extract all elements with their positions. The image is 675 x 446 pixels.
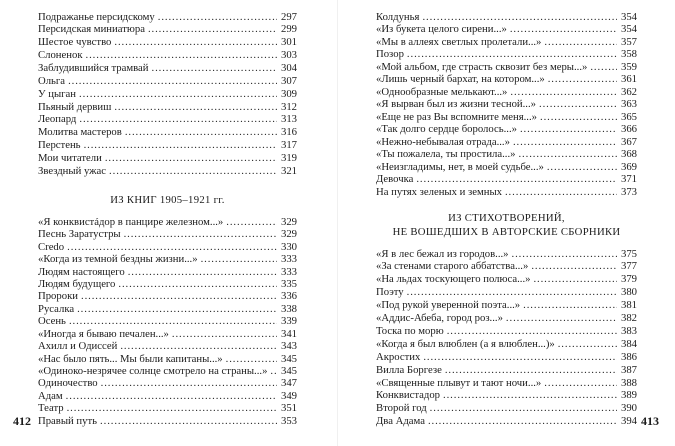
dot-leader <box>114 36 277 49</box>
entry-title: Песнь Заратустры <box>38 228 121 241</box>
dot-leader <box>533 273 617 286</box>
toc-entry <box>376 73 637 86</box>
entry-page-number: 330 <box>280 240 297 253</box>
entry-title: Леопард <box>38 113 77 126</box>
dot-leader <box>66 390 277 402</box>
dot-leader <box>148 23 277 36</box>
entry-title: «Так долго сердце боролось...» <box>376 123 517 136</box>
toc-entry <box>376 312 637 325</box>
entry-page-number: 307 <box>280 74 297 87</box>
toc-entry <box>376 389 637 402</box>
toc-entry <box>38 113 297 126</box>
dot-leader <box>523 299 617 312</box>
entry-page-number: 354 <box>620 10 637 23</box>
toc-entry <box>38 75 297 88</box>
right-page-contents-top <box>376 11 637 199</box>
entry-title: Одиночество <box>38 377 98 390</box>
page-number-left: 412 <box>13 414 31 428</box>
dot-leader <box>506 312 617 325</box>
entry-title: Слоненок <box>38 49 83 62</box>
entry-page-number: 386 <box>620 350 637 363</box>
entry-title: Мои читатели <box>38 151 102 164</box>
toc-entry <box>376 402 637 415</box>
toc-entry <box>376 148 637 161</box>
dot-leader <box>422 11 617 24</box>
entry-title: Позор <box>376 48 404 61</box>
dot-leader <box>79 113 277 126</box>
toc-entry <box>38 390 297 402</box>
entry-page-number: 303 <box>280 49 297 62</box>
entry-title: «Нас было пять... Мы были капитаны...» <box>38 352 223 365</box>
dot-leader <box>547 161 617 174</box>
dot-leader <box>79 88 277 101</box>
entry-title: Шестое чувство <box>38 36 112 49</box>
dot-leader <box>416 173 617 186</box>
dot-leader <box>128 266 277 278</box>
entry-page-number: 309 <box>280 87 297 100</box>
entry-page-number: 333 <box>280 253 297 266</box>
entry-page-number: 384 <box>620 337 637 350</box>
toc-entry <box>38 152 297 165</box>
entry-title: Людям настоящего <box>38 265 125 278</box>
dot-leader <box>114 101 277 114</box>
dot-leader <box>77 303 277 315</box>
entry-title: Колдунья <box>376 10 420 23</box>
entry-title: «Я вырван был из жизни тесной...» <box>376 98 536 111</box>
entry-title: Заблудившийся трамвай <box>38 61 149 74</box>
entry-title: Акростих <box>376 350 421 363</box>
toc-entry <box>38 126 297 139</box>
toc-entry <box>38 377 297 389</box>
entry-title: «Под рукой уверенной поэта...» <box>376 299 521 312</box>
toc-entry <box>38 365 297 377</box>
entry-page-number: 336 <box>280 290 297 303</box>
entry-page-number: 365 <box>620 110 637 123</box>
entry-page-number: 329 <box>280 215 297 228</box>
toc-entry <box>376 123 637 136</box>
toc-entry <box>376 111 637 124</box>
entry-page-number: 362 <box>620 85 637 98</box>
dot-leader <box>510 86 617 99</box>
dot-leader <box>428 415 617 428</box>
entry-page-number: 363 <box>620 98 637 111</box>
toc-entry <box>38 315 297 327</box>
entry-page-number: 335 <box>280 277 297 290</box>
entry-page-number: 387 <box>620 363 637 376</box>
section-heading-books-1905-1921: ИЗ КНИГ 1905–1921 гг. <box>110 194 225 206</box>
toc-entry <box>38 278 297 290</box>
entry-page-number: 381 <box>620 299 637 312</box>
toc-entry <box>376 186 637 199</box>
dot-leader <box>109 165 277 178</box>
left-page-contents-top <box>38 11 297 178</box>
dot-leader <box>69 315 277 327</box>
toc-entry <box>38 415 297 427</box>
section-heading-line: НЕ ВОШЕДШИХ В АВТОРСКИЕ СБОРНИКИ <box>392 226 621 238</box>
dot-leader <box>544 36 617 49</box>
dot-leader <box>447 325 617 338</box>
entry-title: «Лишь черный бархат, на котором...» <box>376 73 545 86</box>
entry-page-number: 369 <box>620 160 637 173</box>
toc-entry <box>38 23 297 36</box>
entry-page-number: 382 <box>620 312 637 325</box>
dot-leader <box>201 253 277 265</box>
left-page-contents-bottom <box>38 216 297 427</box>
dot-leader <box>548 73 617 86</box>
entry-title: «Неизгладимы, нет, в моей судьбе...» <box>376 160 544 173</box>
entry-title: «Ты пожалела, ты простила...» <box>376 148 516 161</box>
toc-entry <box>38 165 297 178</box>
entry-page-number: 345 <box>280 365 297 378</box>
entry-title: Подражанье персидскому <box>38 10 155 23</box>
toc-entry <box>376 48 637 61</box>
toc-entry <box>38 139 297 152</box>
dot-leader <box>67 402 277 414</box>
entry-page-number: 345 <box>280 352 297 365</box>
entry-title: «Когда из темной бездны жизни...» <box>38 253 198 266</box>
dot-leader <box>540 111 617 124</box>
section-heading-line: ИЗ СТИХОТВОРЕНИЙ, <box>448 212 565 224</box>
toc-entry <box>38 62 297 75</box>
toc-entry <box>376 98 637 111</box>
dot-leader <box>152 62 278 75</box>
dot-leader <box>430 402 617 415</box>
entry-title: Девочка <box>376 173 414 186</box>
entry-page-number: 380 <box>620 286 637 299</box>
dot-leader <box>445 364 617 377</box>
toc-entry <box>38 228 297 240</box>
entry-page-number: 367 <box>620 135 637 148</box>
entry-page-number: 375 <box>620 247 637 260</box>
entry-title: Вилла Боргезе <box>376 363 442 376</box>
entry-title: Ахилл и Одиссей <box>38 340 118 353</box>
dot-leader <box>270 365 277 377</box>
toc-entry <box>376 86 637 99</box>
toc-entry <box>376 161 637 174</box>
entry-page-number: 354 <box>620 23 637 36</box>
toc-entry <box>38 101 297 114</box>
dot-leader <box>105 152 277 165</box>
entry-page-number: 366 <box>620 123 637 136</box>
entry-title: Театр <box>38 402 64 415</box>
entry-title: Второй год <box>376 402 427 415</box>
dot-leader <box>407 48 617 61</box>
entry-page-number: 297 <box>280 10 297 23</box>
entry-page-number: 299 <box>280 23 297 36</box>
toc-entry <box>376 260 637 273</box>
entry-title: Перстень <box>38 139 81 152</box>
dot-leader <box>86 49 277 62</box>
toc-entry <box>376 325 637 338</box>
toc-entry <box>376 415 637 428</box>
entry-page-number: 341 <box>280 327 297 340</box>
entry-page-number: 359 <box>620 60 637 73</box>
entry-title: Тоска по морю <box>376 324 444 337</box>
dot-leader <box>539 98 617 111</box>
dot-leader <box>510 23 617 36</box>
entry-title: На путях зеленых и земных <box>376 185 502 198</box>
book-gutter <box>337 0 338 446</box>
entry-title: Людям будущего <box>38 277 116 290</box>
dot-leader <box>100 415 277 427</box>
dot-leader <box>118 278 277 290</box>
entry-page-number: 339 <box>280 315 297 328</box>
entry-page-number: 373 <box>620 185 637 198</box>
dot-leader <box>158 11 277 24</box>
entry-title: Конквистадор <box>376 389 441 402</box>
dot-leader <box>68 75 277 88</box>
dot-leader <box>505 186 617 199</box>
dot-leader <box>124 228 277 240</box>
dot-leader <box>520 123 617 136</box>
dot-leader <box>226 353 277 365</box>
entry-page-number: 371 <box>620 173 637 186</box>
entry-title: Ольга <box>38 74 66 87</box>
entry-page-number: 319 <box>280 151 297 164</box>
dot-leader <box>101 377 277 389</box>
entry-page-number: 329 <box>280 228 297 241</box>
toc-entry <box>376 248 637 261</box>
entry-title: Credo <box>38 240 65 253</box>
toc-entry <box>38 353 297 365</box>
entry-title: «Из букета целого сирени...» <box>376 23 507 36</box>
entry-title: «На льдах тоскующего полюса...» <box>376 273 531 286</box>
entry-title: «Одиноко-незрячее солнце смотрело на страны...» <box>38 365 268 378</box>
toc-entry <box>38 11 297 24</box>
entry-page-number: 349 <box>280 389 297 402</box>
dot-leader <box>407 286 617 299</box>
toc-entry <box>376 23 637 36</box>
dot-leader <box>518 148 617 161</box>
toc-entry <box>376 351 637 364</box>
dot-leader <box>590 61 617 74</box>
entry-page-number: 389 <box>620 389 637 402</box>
entry-page-number: 358 <box>620 48 637 61</box>
toc-entry <box>376 338 637 351</box>
toc-entry <box>376 299 637 312</box>
entry-page-number: 338 <box>280 302 297 315</box>
entry-page-number: 351 <box>280 402 297 415</box>
toc-entry <box>376 11 637 24</box>
entry-title: «Мой альбом, где страсть сквозит без меры...» <box>376 60 588 73</box>
right-page-contents-bottom <box>376 248 637 429</box>
entry-page-number: 317 <box>280 139 297 152</box>
entry-title: «Мы в аллеях светлых пролетали...» <box>376 35 542 48</box>
dot-leader <box>544 377 617 390</box>
dot-leader <box>226 216 277 228</box>
dot-leader <box>81 290 277 302</box>
toc-entry <box>38 49 297 62</box>
entry-title: «Нежно-небывалая отрада...» <box>376 135 510 148</box>
entry-title: «Однообразные мелькают...» <box>376 85 508 98</box>
toc-entry <box>38 303 297 315</box>
dot-leader <box>512 248 617 261</box>
toc-entry <box>376 36 637 49</box>
dot-leader <box>513 136 617 149</box>
entry-title: Русалка <box>38 302 75 315</box>
entry-title: Поэту <box>376 286 404 299</box>
section-heading-uncollected-poems <box>376 211 637 239</box>
entry-page-number: 343 <box>280 340 297 353</box>
dot-leader <box>531 260 617 273</box>
entry-title: Молитва мастеров <box>38 126 122 139</box>
dot-leader <box>125 126 277 139</box>
entry-title: Звездный ужас <box>38 164 107 177</box>
entry-page-number: 361 <box>620 73 637 86</box>
toc-entry <box>376 364 637 377</box>
toc-entry <box>38 241 297 253</box>
toc-entry <box>38 328 297 340</box>
toc-entry <box>376 61 637 74</box>
entry-title: «Я конквистáдор в панцире железном...» <box>38 215 224 228</box>
entry-title: Пьяный дервиш <box>38 100 112 113</box>
entry-title: Правый путь <box>38 414 98 427</box>
entry-page-number: 379 <box>620 273 637 286</box>
entry-title: «Когда я был влюблен (а я влюблен...)» <box>376 337 555 350</box>
entry-title: «Еще не раз Вы вспомните меня...» <box>376 110 537 123</box>
entry-title: Адам <box>38 389 63 402</box>
dot-leader <box>172 328 277 340</box>
entry-title: Два Адама <box>376 415 425 428</box>
entry-page-number: 347 <box>280 377 297 390</box>
entry-page-number: 304 <box>280 61 297 74</box>
entry-page-number: 301 <box>280 36 297 49</box>
toc-entry <box>38 402 297 414</box>
toc-entry <box>376 273 637 286</box>
dot-leader <box>84 139 277 152</box>
dot-leader <box>443 389 617 402</box>
dot-leader <box>67 241 277 253</box>
entry-title: «Священные плывут и тают ночи...» <box>376 376 542 389</box>
entry-title: Персидская миниатюра <box>38 23 145 36</box>
entry-title: «За стенами старого аббатства...» <box>376 260 529 273</box>
entry-page-number: 313 <box>280 113 297 126</box>
entry-page-number: 388 <box>620 376 637 389</box>
toc-entry <box>38 340 297 352</box>
toc-entry <box>38 290 297 302</box>
toc-entry <box>38 266 297 278</box>
entry-page-number: 333 <box>280 265 297 278</box>
entry-page-number: 383 <box>620 324 637 337</box>
entry-title: Осень <box>38 315 66 328</box>
dot-leader <box>558 338 617 351</box>
toc-entry <box>376 136 637 149</box>
entry-title: У цыган <box>38 87 76 100</box>
page-number-right: 413 <box>641 414 659 428</box>
entry-page-number: 353 <box>280 414 297 427</box>
entry-page-number: 368 <box>620 148 637 161</box>
toc-entry <box>376 173 637 186</box>
dot-leader <box>120 340 277 352</box>
entry-page-number: 357 <box>620 35 637 48</box>
toc-entry <box>376 286 637 299</box>
entry-title: «Иногда я бываю печален...» <box>38 327 169 340</box>
entry-title: «Я в лес бежал из городов...» <box>376 247 509 260</box>
toc-entry <box>376 377 637 390</box>
entry-page-number: 312 <box>280 100 297 113</box>
toc-entry <box>38 253 297 265</box>
entry-page-number: 321 <box>280 164 297 177</box>
toc-entry <box>38 36 297 49</box>
entry-page-number: 390 <box>620 402 637 415</box>
entry-page-number: 394 <box>620 415 637 428</box>
entry-title: Пророки <box>38 290 79 303</box>
toc-entry <box>38 216 297 228</box>
entry-title: «Аддис-Абеба, город роз...» <box>376 312 503 325</box>
toc-entry <box>38 88 297 101</box>
entry-page-number: 316 <box>280 126 297 139</box>
entry-page-number: 377 <box>620 260 637 273</box>
dot-leader <box>423 351 617 364</box>
